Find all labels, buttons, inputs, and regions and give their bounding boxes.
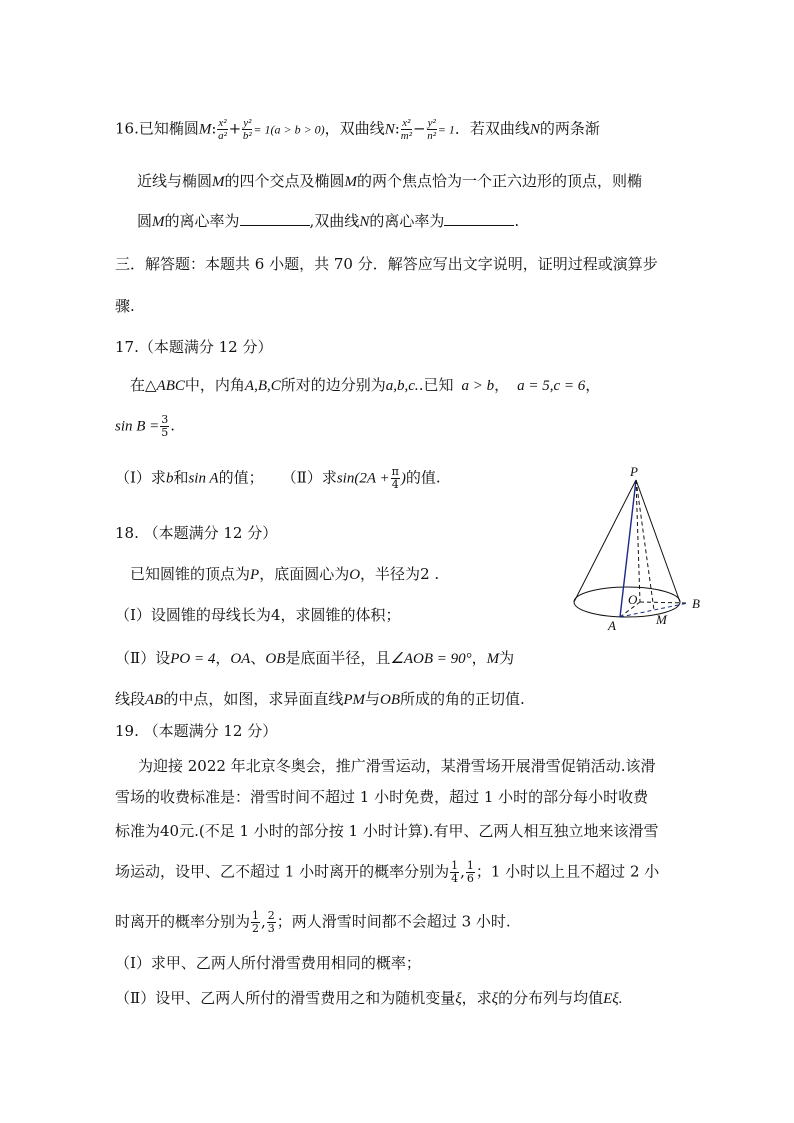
height-PO xyxy=(636,480,640,602)
text: ；1 小时以上且不超过 2 小 xyxy=(475,862,660,881)
fraction xyxy=(427,117,437,142)
den: 4 xyxy=(451,872,459,885)
text: ， xyxy=(494,376,510,394)
text: 所对的边分别为 xyxy=(280,376,386,394)
fraction xyxy=(251,910,260,935)
text: ；两人滑雪时间都不会超过 3 小时. xyxy=(276,912,511,931)
den: a² xyxy=(218,130,227,142)
var: P xyxy=(250,567,260,583)
sym: + xyxy=(228,119,242,138)
sym: , xyxy=(460,862,465,881)
var: N xyxy=(359,214,370,230)
den: 4 xyxy=(391,478,399,491)
den: m² xyxy=(400,130,413,142)
num: 1 xyxy=(252,909,260,922)
text: 的分布列与均值 xyxy=(498,989,604,1007)
q19-line4 xyxy=(115,860,659,885)
text: （Ⅰ）求 xyxy=(115,468,166,487)
var: N xyxy=(529,121,540,138)
q19-title: 19. （本题满分 12 分） xyxy=(115,722,278,740)
text: （Ⅱ）求 xyxy=(281,468,337,487)
text: 在△ xyxy=(130,376,157,394)
var: sin(2A + xyxy=(336,470,390,487)
text: 时离开的概率分别为 xyxy=(115,912,251,931)
var: ξ xyxy=(455,991,462,1007)
label-M: M xyxy=(656,612,667,627)
text: ，求 xyxy=(461,989,492,1007)
label-O: O xyxy=(628,592,638,607)
var: a > b xyxy=(461,378,495,394)
q16-line3 xyxy=(137,210,519,233)
fraction xyxy=(466,860,475,885)
label-B: B xyxy=(692,596,700,611)
text: 、 xyxy=(250,649,266,667)
var: N xyxy=(384,121,395,138)
text: 中，内角 xyxy=(184,376,245,394)
answer-blank-1[interactable] xyxy=(240,211,310,226)
text: （Ⅰ）设圆锥的母线长为 xyxy=(115,606,271,624)
num: x² xyxy=(402,117,411,129)
generatrix-right xyxy=(636,480,680,602)
var: OB xyxy=(380,692,401,708)
fraction xyxy=(217,117,227,142)
var: M xyxy=(344,174,358,190)
text: ， xyxy=(585,376,601,394)
var: ABC xyxy=(156,378,185,394)
sym: : xyxy=(394,119,400,138)
var: O xyxy=(349,567,361,583)
answer-blank-2[interactable] xyxy=(444,211,514,226)
q17-stem xyxy=(130,374,600,397)
den: n² xyxy=(427,130,437,142)
fraction xyxy=(450,860,459,885)
sym: : xyxy=(211,119,217,138)
var: M xyxy=(486,651,500,667)
num: x² xyxy=(218,117,227,129)
text: 和 xyxy=(173,468,189,487)
num: 1 xyxy=(466,859,474,872)
den: b² xyxy=(242,130,252,142)
fraction xyxy=(160,414,169,439)
q17-parts xyxy=(115,466,441,491)
den: 3 xyxy=(267,922,275,935)
radius-OB xyxy=(640,602,688,603)
num: y² xyxy=(243,117,252,129)
q18-line xyxy=(115,688,525,711)
q17-title: 17.（本题满分 12 分） xyxy=(115,338,273,356)
text: ．若双曲线 xyxy=(454,119,530,138)
cond: = 1(a > b > 0) xyxy=(253,122,325,137)
text: .已知 xyxy=(418,376,454,394)
text: 线段 xyxy=(115,690,146,708)
label-P: P xyxy=(630,464,638,479)
text: ，底面圆心为 xyxy=(259,565,350,583)
text: 16.已知椭圆 xyxy=(115,119,199,138)
text: 近线与椭圆 xyxy=(137,172,213,190)
text: 的离心率为 xyxy=(369,212,445,230)
q18-title: 18. （本题满分 12 分） xyxy=(115,524,278,542)
text: ，半径为 xyxy=(360,565,421,583)
text: ，求圆锥的体积； xyxy=(280,606,401,624)
fraction xyxy=(242,117,252,142)
text: 的离心率为 xyxy=(164,212,240,230)
var: AB xyxy=(145,692,164,708)
text: （Ⅱ）设甲、乙两人所付的滑雪费用之和为随机变量 xyxy=(115,989,456,1007)
den: 6 xyxy=(466,872,474,885)
var: b xyxy=(165,470,174,487)
q17-sinB xyxy=(115,414,175,439)
q19-line5 xyxy=(115,910,511,935)
den: 5 xyxy=(161,426,169,439)
var: Eξ. xyxy=(603,991,623,1007)
text: ， xyxy=(471,649,487,667)
cone-figure xyxy=(570,462,710,632)
text: 是底面半径，且 xyxy=(285,649,391,667)
var: PM xyxy=(343,692,366,708)
text: 的两个焦点恰为一个正六边形的顶点，则椭 xyxy=(357,172,643,190)
var: M xyxy=(212,174,225,190)
den: 2 xyxy=(252,922,260,935)
var: ∠AOB = 90° xyxy=(390,651,472,667)
var: OA xyxy=(230,651,251,667)
q18-part1 xyxy=(115,604,401,626)
text: 场运动，设甲、乙不超过 1 小时离开的概率分别为 xyxy=(115,862,450,881)
q19-line3: 标准为40元.(不足 1 小时的部分按 1 小时计算).有甲、乙两人相互独立地来该滑雪 xyxy=(115,822,659,840)
var: A,B,C xyxy=(244,378,281,394)
q16-line2 xyxy=(137,170,642,193)
fraction xyxy=(391,466,400,491)
text: 为 xyxy=(499,649,515,667)
sym: , xyxy=(261,912,266,931)
rhs: = 1 xyxy=(437,122,455,137)
fraction xyxy=(267,910,276,935)
text: 已知圆锥的顶点为 xyxy=(130,565,251,583)
var: PO = 4 xyxy=(170,651,216,667)
text: . xyxy=(514,212,520,230)
num: 1 xyxy=(451,859,459,872)
var: sin A xyxy=(188,470,219,487)
var: M xyxy=(198,121,212,138)
text: 的值. xyxy=(405,468,441,487)
q19-line1: 为迎接 2022 年北京冬奥会，推广滑雪运动，某滑雪场开展滑雪促销活动.该滑 xyxy=(138,757,656,775)
sym: ) xyxy=(400,470,406,487)
num: 4 xyxy=(270,606,281,624)
q18-part2 xyxy=(115,647,514,670)
text: 圆 xyxy=(137,212,153,230)
sym: − xyxy=(413,119,426,138)
q18-stem xyxy=(130,563,439,586)
var: a = 5,c = 6 xyxy=(517,378,586,394)
text: 的两条渐 xyxy=(539,119,600,138)
label-A: A xyxy=(608,618,616,632)
var: sin B = xyxy=(115,418,160,435)
var: ξ xyxy=(491,991,499,1007)
generatrix-left xyxy=(574,480,636,602)
q19-part2 xyxy=(115,987,622,1010)
text: ，双曲线 xyxy=(324,119,385,138)
segment-PM xyxy=(636,480,654,610)
text: 与 xyxy=(365,690,381,708)
q19-part1: （Ⅰ）求甲、乙两人所付滑雪费用相同的概率； xyxy=(115,954,421,972)
text: 的中点，如图，求异面直线 xyxy=(163,690,344,708)
var: a,b,c. xyxy=(385,378,419,394)
section3-line1: 三．解答题：本题共 6 小题，共 70 分．解答应写出文字说明，证明过程或演算步 xyxy=(115,255,658,273)
fraction xyxy=(401,117,412,142)
text: 所成的角的正切值. xyxy=(400,690,525,708)
var: OB xyxy=(265,651,286,667)
q16-line1 xyxy=(115,117,600,142)
num: 2 xyxy=(267,909,275,922)
text: 的值； xyxy=(218,468,264,487)
num: 3 xyxy=(161,413,169,426)
sym: . xyxy=(170,416,176,435)
var: M xyxy=(152,214,165,230)
num: 2 . xyxy=(420,565,440,583)
text: 的四个交点及椭圆 xyxy=(224,172,345,190)
num: π xyxy=(391,465,399,478)
num: y² xyxy=(427,117,436,129)
text: ， xyxy=(215,649,231,667)
section3-line2: 骤. xyxy=(115,297,135,315)
q19-line2: 雪场的收费标准是：滑雪时间不超过 1 小时免费，超过 1 小时的部分每小时收费 xyxy=(115,788,649,806)
text: （Ⅱ）设 xyxy=(115,649,171,667)
text: ,双曲线 xyxy=(309,212,360,230)
